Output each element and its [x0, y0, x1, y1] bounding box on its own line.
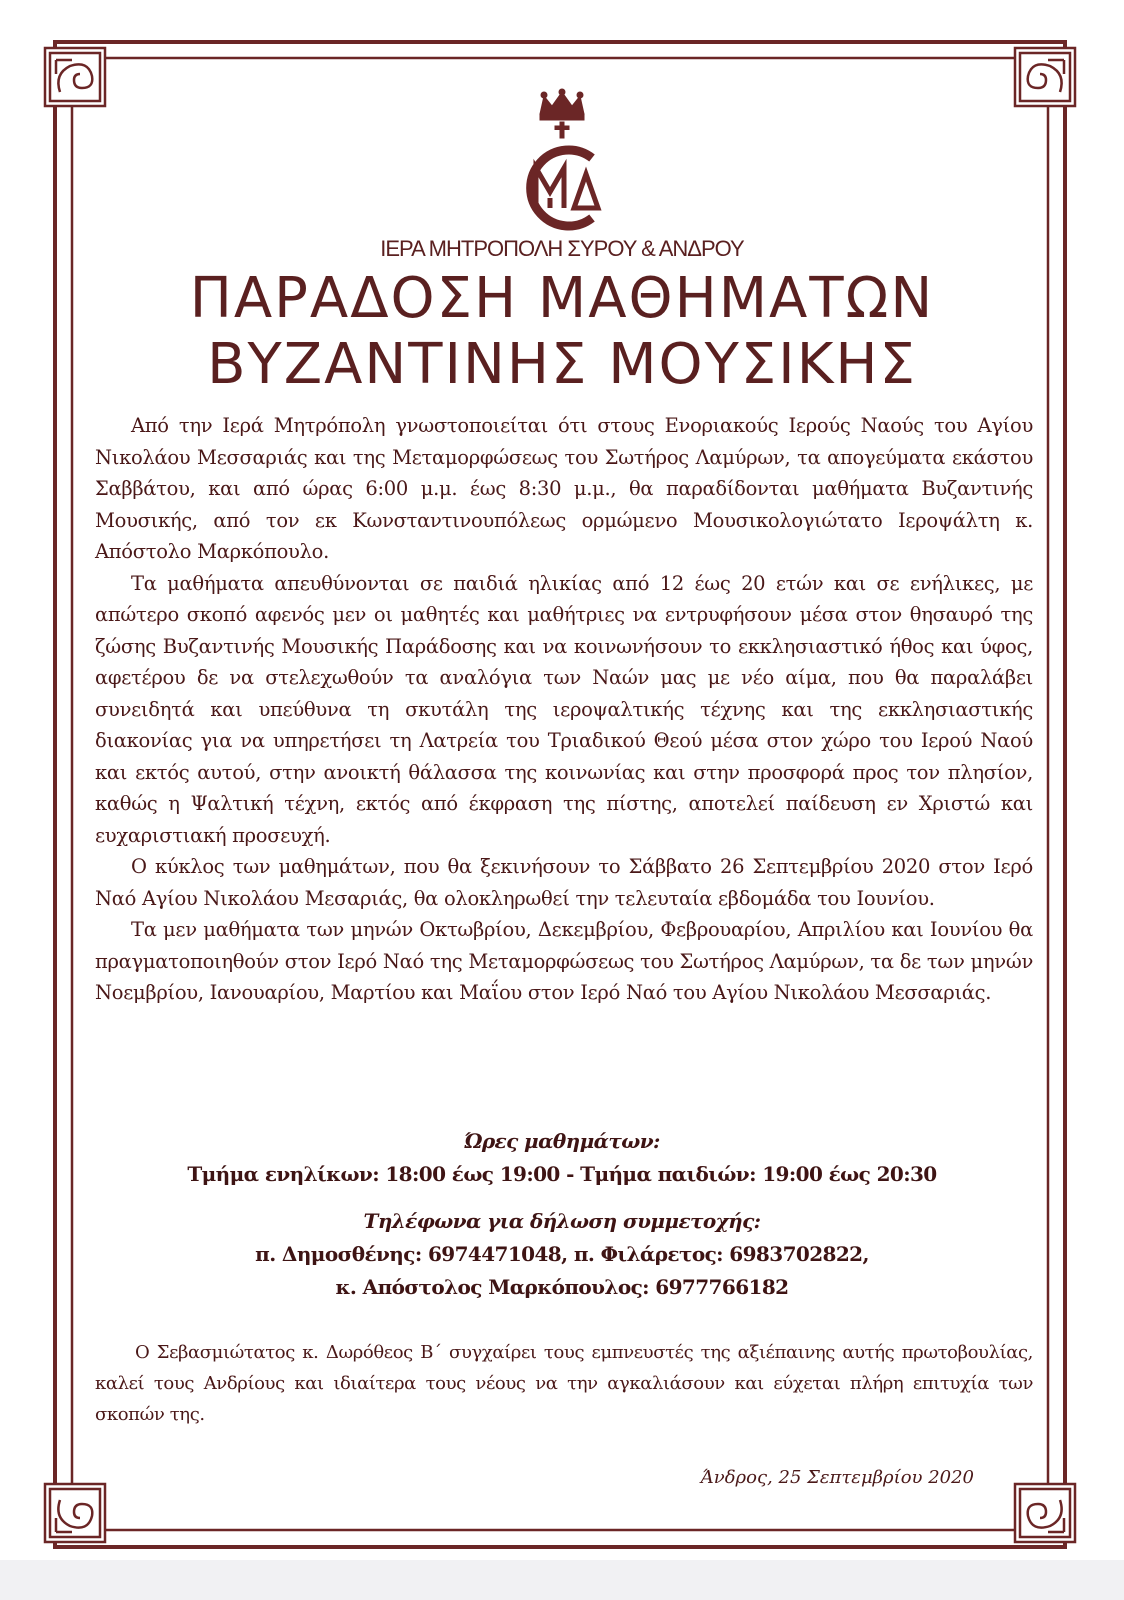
phones-line-1: π. Δημοσθένης: 6974471048, π. Φιλάρετος: 6983702822,	[255, 1242, 869, 1266]
corner-ornament-bottom-left	[45, 1484, 105, 1542]
body-paragraph-1: Από την Ιερά Μητρόπολη γνωστοποιείται ότι στους Ενοριακούς Ιερούς Ναούς του Αγίου Νικολάου Μεσσαριάς και της Μεταμορφώσεως του Σωτήρος Λαμύρων, τα απογεύματα εκάστου Σαββάτου, και από ώρας 6:00 μ.μ. έως 8:30 μ.μ., θα παραδίδονται μαθήματα Βυζαντινής Μουσικής, από τον εκ Κωνσταντινουπόλεως ορμώμενο Μουσικολογιώτατο Ιεροψάλτη κ. Απόστολο Μαρκόπουλο.	[95, 414, 1033, 563]
signature-date: Άνδρος, 25 Σεπτεμβρίου 2020	[700, 1467, 974, 1488]
corner-ornament-top-left	[45, 48, 105, 106]
metropolis-emblem-logo	[496, 88, 628, 238]
closing-paragraph: Ο Σεβασμιώτατος κ. Δωρόθεος Β΄ συγχαίρει τους εμπνευστές της αξιέπαινης αυτής πρωτοβουλίας, καλεί τους Ανδρίους και ιδιαίτερα τους νέους να την αγκαλιάσουν και εύχεται πλήρη επιτυχία των σκοπών της.	[95, 1342, 1033, 1425]
body-paragraph-3: Ο κύκλος των μαθημάτων, που θα ξεκινήσουν το Σάββατο 26 Σεπτεμβρίου 2020 στον Ιερό Ναό Αγίου Νικολάου Μεσαριάς, θα ολοκληρωθεί την τελευταία εβδομάδα του Ιουνίου.	[95, 855, 1033, 910]
body-paragraph-2: Τα μαθήματα απευθύνονται σε παιδιά ηλικίας από 12 έως 20 ετών και σε ενήλικες, με απώτερο σκοπό αφενός μεν οι μαθητές και μαθήτριες να εντρυφήσουν μέσα στον θησαυρό της ζώσης Βυζαντινής Μουσικής Παράδοσης και να κοινωνήσουν το εκκλησιαστικό ήθος και ύφος, αφετέρου δε να στελεχωθούν τα αναλόγια των Ναών μας με νέο αίμα, που θα παραλάβει συνειδητά και υπεύθυνα τη σκυτάλη της ιεροψαλτικής τέχνης και της εκκλησιαστικής διακονίας για να υπηρετήσει τη Λατρεία του Τριαδικού Θεού μέσα στον χώρο του Ιερού Ναού και εκτός αυτού, στην ανοικτή θάλασσα της κοινωνίας και στην προσφορά προς τον πλησίον, καθώς η Ψαλτική τέχνη, εκτός από έκφραση της πίστης, αποτελεί παίδευση εν Χριστώ και ευχαριστιακή προσευχή.	[95, 571, 1033, 847]
phones-heading: Τηλέφωνα για δήλωση συμμετοχής:	[363, 1209, 761, 1233]
phones-line-2: κ. Απόστολος Μαρκόπουλος: 6977766182	[335, 1275, 789, 1299]
corner-ornament-top-right	[1015, 48, 1075, 106]
schedule-line: Τμήμα ενηλίκων: 18:00 έως 19:00 - Τμήμα παιδιών: 19:00 έως 20:30	[187, 1162, 937, 1186]
page-title-line-1: ΠΑΡΑΔΟΣΗ ΜΑΘΗΜΑΤΩΝ	[189, 266, 935, 331]
page-title-line-2: ΒΥΖΑΝΤΙΝΗΣ ΜΟΥΣΙΚΗΣ	[207, 332, 917, 397]
organization-name: ΙΕΡΑ ΜΗΤΡΟΠΟΛΗ ΣΥΡΟΥ & ΑΝΔΡΟΥ	[380, 236, 744, 261]
body-paragraph-4: Τα μεν μαθήματα των μηνών Οκτωβρίου, Δεκεμβρίου, Φεβρουαρίου, Απριλίου και Ιουνίου θα πραγματοποιηθούν στον Ιερό Ναό της Μεταμορφώσεως του Σωτήρος Λαμύρων, τα δε των μηνών Νοεμβρίου, Ιανουαρίου, Μαρτίου και Μαΐου στον Ιερό Ναό του Αγίου Νικολάου Μεσσαριάς.	[95, 918, 1033, 1004]
lesson-schedule	[0, 1125, 1124, 1191]
announcement-body	[95, 410, 1033, 1009]
corner-ornament-bottom-right	[1015, 1484, 1075, 1542]
closing-statement	[95, 1337, 1033, 1430]
schedule-heading: Ώρες μαθημάτων:	[464, 1129, 660, 1153]
contact-phones	[0, 1205, 1124, 1304]
